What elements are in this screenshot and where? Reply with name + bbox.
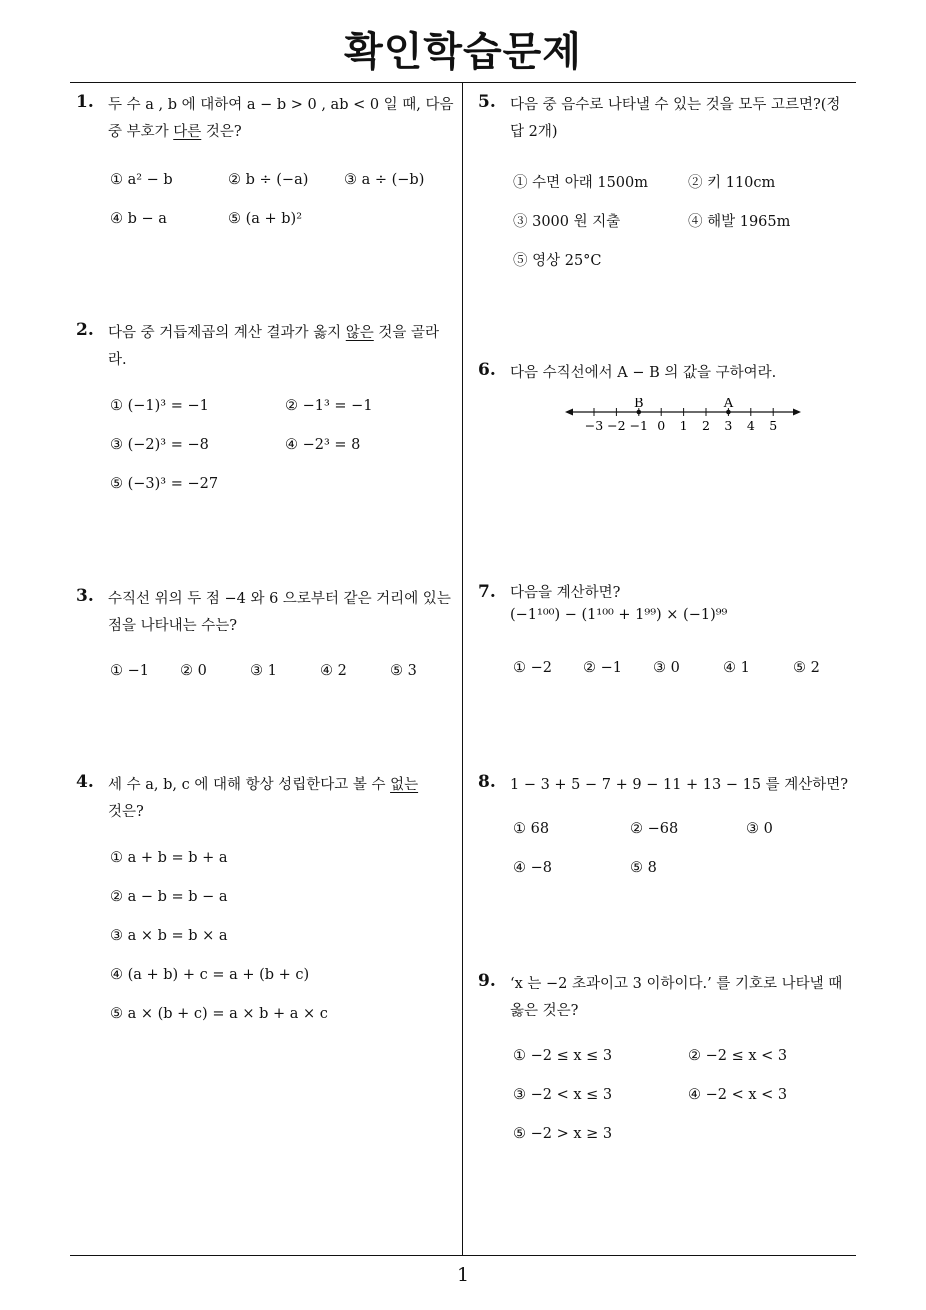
- option-1[interactable]: ① a + b = b + a: [110, 850, 228, 866]
- question-number: 8.: [478, 772, 496, 792]
- page-number: 1: [456, 1264, 470, 1286]
- question-text: 수직선 위의 두 점 −4 와 6 으로부터 같은 거리에 있는 점을 나타내는 수는?: [108, 591, 451, 634]
- option-3[interactable]: ③ 1: [250, 663, 277, 679]
- option-3[interactable]: ③ 3000 원 지출: [513, 214, 621, 230]
- question-number: 7.: [478, 582, 496, 602]
- question-text: 다음을 계산하면? (−1¹⁰⁰) − (1¹⁰⁰ + 1⁹⁹) × (−1)⁹⁹: [510, 582, 858, 626]
- option-2[interactable]: ② −1³ = −1: [285, 398, 373, 414]
- option-1[interactable]: ① −2: [513, 660, 552, 676]
- tick-label: 3: [724, 418, 733, 433]
- option-2[interactable]: ② −1: [583, 660, 622, 676]
- option-5[interactable]: ⑤ (a + b)²: [228, 211, 303, 227]
- question-1: [76, 92, 456, 146]
- option-1[interactable]: ① 68: [513, 821, 550, 837]
- expression: (−1¹⁰⁰) − (1¹⁰⁰ + 1⁹⁹) × (−1)⁹⁹: [510, 607, 728, 623]
- question-text: 다음 수직선에서 A − B 의 값을 구하여라.: [510, 365, 777, 381]
- tick-label: 4: [746, 418, 755, 433]
- tick-label: −2: [607, 418, 626, 433]
- option-5[interactable]: ⑤ 3: [390, 663, 417, 679]
- question-text: 다음 중 거듭제곱의 계산 결과가 옳지 않은 것을 골라 라.: [108, 325, 440, 368]
- point-label: A: [723, 398, 734, 411]
- question-number: 4.: [76, 772, 94, 792]
- question-text: 1 − 3 + 5 − 7 + 9 − 11 + 13 − 15 를 계산하면?: [510, 777, 849, 793]
- tick-label: −3: [584, 418, 604, 433]
- question-9: [478, 971, 863, 1025]
- option-3[interactable]: ③ a × b = b × a: [110, 928, 228, 944]
- question-number: 5.: [478, 92, 496, 112]
- tick-label: 5: [769, 418, 778, 433]
- tick-label: −1: [629, 418, 649, 433]
- right-arrow-icon: [793, 409, 801, 416]
- option-4[interactable]: ④ −2³ = 8: [285, 437, 361, 453]
- option-2[interactable]: ② 키 110cm: [688, 175, 776, 191]
- question-number: 6.: [478, 360, 496, 380]
- option-3[interactable]: ③ −2 < x ≤ 3: [513, 1087, 613, 1103]
- question-7: [478, 582, 858, 626]
- question-6: [478, 360, 858, 387]
- option-4[interactable]: ④ −8: [513, 860, 552, 876]
- option-4[interactable]: ④ −2 < x < 3: [688, 1087, 788, 1103]
- option-5[interactable]: ⑤ −2 > x ≥ 3: [513, 1126, 613, 1142]
- question-number: 2.: [76, 320, 94, 340]
- option-2[interactable]: ② −68: [630, 821, 679, 837]
- option-5[interactable]: ⑤ (−3)³ = −27: [110, 476, 219, 492]
- option-2[interactable]: ② a − b = b − a: [110, 889, 228, 905]
- question-2: [76, 320, 456, 374]
- page-title: 확인학습문제: [344, 29, 582, 75]
- left-arrow-icon: [565, 409, 573, 416]
- option-3[interactable]: ③ a ÷ (−b): [344, 172, 425, 188]
- question-text: 두 수 a , b 에 대하여 a − b > 0 , ab < 0 일 때, 다음 중 부호가 다른 것은?: [108, 97, 454, 140]
- top-rule: [70, 82, 856, 83]
- bottom-rule: [70, 1255, 856, 1256]
- option-3[interactable]: ③ (−2)³ = −8: [110, 437, 209, 453]
- question-number: 9.: [478, 971, 496, 991]
- question-number: 3.: [76, 586, 94, 606]
- option-2[interactable]: ② −2 ≤ x < 3: [688, 1048, 788, 1064]
- option-4[interactable]: ④ b − a: [110, 211, 167, 227]
- question-number: 1.: [76, 92, 94, 112]
- column-divider: [462, 82, 463, 1256]
- option-5[interactable]: ⑤ 8: [630, 860, 657, 876]
- option-4[interactable]: ④ 1: [723, 660, 750, 676]
- tick-label: 1: [679, 418, 688, 433]
- point-label: B: [634, 398, 644, 411]
- option-1[interactable]: ① a² − b: [110, 172, 173, 188]
- option-1[interactable]: ① (−1)³ = −1: [110, 398, 209, 414]
- option-4[interactable]: ④ (a + b) + c = a + (b + c): [110, 967, 310, 983]
- option-5[interactable]: ⑤ 2: [793, 660, 820, 676]
- option-3[interactable]: ③ 0: [746, 821, 773, 837]
- option-3[interactable]: ③ 0: [653, 660, 680, 676]
- option-5[interactable]: ⑤ a × (b + c) = a × b + a × c: [110, 1006, 328, 1022]
- tick-label: 0: [657, 418, 666, 433]
- tick-label: 2: [702, 418, 710, 433]
- question-4: [76, 772, 456, 826]
- question-8: [478, 772, 858, 799]
- option-4[interactable]: ④ 해발 1965m: [688, 214, 791, 230]
- number-line: [565, 398, 805, 440]
- option-1[interactable]: ① −1: [110, 663, 149, 679]
- option-1[interactable]: ① 수면 아래 1500m: [513, 175, 649, 191]
- option-5[interactable]: ⑤ 영상 25°C: [513, 253, 602, 269]
- option-4[interactable]: ④ 2: [320, 663, 347, 679]
- option-1[interactable]: ① −2 ≤ x ≤ 3: [513, 1048, 613, 1064]
- question-text: 세 수 a, b, c 에 대해 항상 성립한다고 볼 수 없는 것은?: [108, 777, 419, 820]
- option-2[interactable]: ② 0: [180, 663, 207, 679]
- option-2[interactable]: ② b ÷ (−a): [228, 172, 309, 188]
- question-3: [76, 586, 456, 640]
- question-text: 다음 중 음수로 나타낼 수 있는 것을 모두 고르면?(정 답 2개): [510, 97, 841, 140]
- question-5: [478, 92, 863, 146]
- question-text: ‘x 는 −2 초과이고 3 이하이다.’ 를 기호로 나타낼 때 옳은 것은?: [510, 976, 843, 1019]
